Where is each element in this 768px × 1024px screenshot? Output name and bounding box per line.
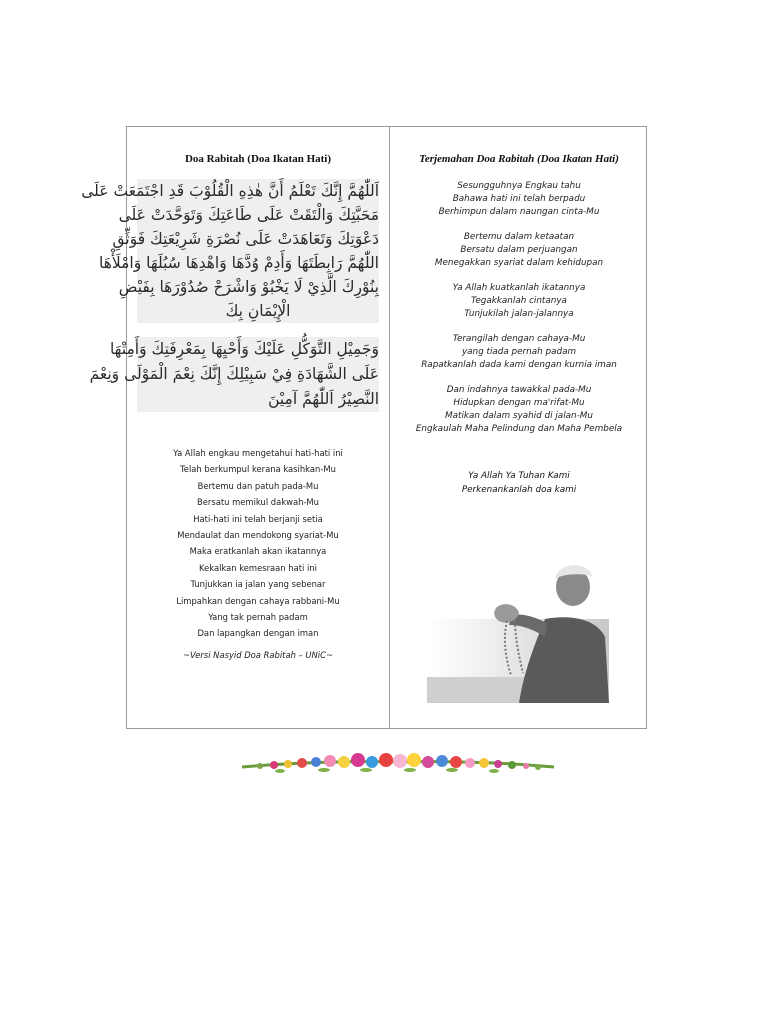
nasyid-line: Bertemu dan patuh pada-Mu [197,480,319,491]
nasyid-line: Hati-hati ini telah berjanji setia [193,513,323,524]
translation-stanza [390,282,648,321]
nasyid-line: Kekalkan kemesraan hati ini [199,562,317,573]
nasyid-line: Bersatu memikul dakwah-Mu [197,497,319,508]
translation-line: Berhimpun dalam naungan cinta-Mu [438,207,600,217]
translation-line: Menegakkan syariat dalam kehidupan [434,258,604,268]
nasyid-line: Limpahkan dengan cahaya rabbani-Mu [176,595,340,606]
translation-line: Bahawa hati ini telah berpadu [452,194,586,204]
arabic-line: وَجَمِيْلِ التَّوَكُّلِ عَلَيْكَ وَأَحْيِهَا بِمَعْرِفَتِكَ وَأَمِتْهَا [109,340,379,358]
translation-stanza [390,333,648,372]
translation-line: yang tiada pernah padam [461,347,577,357]
arabic-line: دَعْوَتِكَ وَتَعَاهَدَتْ عَلَى نُصْرَةِ شَرِيْعَتِكَ فَوَثِّقِ [112,230,379,248]
translation-stanza [390,231,648,270]
translation-line: Sesungguhnya Engkau tahu [457,181,581,191]
translation-line: Engkaulah Maha Pelindung dan Maha Pembela [415,424,623,434]
closing-prayer [390,469,648,497]
left-title: Doa Rabitah (Doa Ikatan Hati) [184,153,332,165]
nasyid-line: Tunjukkan ia jalan yang sebenar [190,579,326,590]
translation-line: Ya Allah kuatkanlah ikatannya [452,283,586,293]
arabic-line: اَللّٰهُمَّ إِنَّكَ تَعْلَمُ أَنَّ هٰذِهِ الْقُلُوْبَ قَدِ اجْتَمَعَتْ عَلَى [81,182,379,200]
nasyid-line: Ya Allah engkau mengetahui hati-hati ini [173,448,343,458]
arabic-line: الْإِيْمَانِ بِكَ [225,302,291,320]
right-title: Terjemahan Doa Rabitah (Doa Ikatan Hati) [419,153,619,165]
right-column [390,127,648,728]
doa-card [81,126,647,729]
translation-line: Hidupkan dengan ma'rifat-Mu [453,398,585,408]
nasyid-line: Telah berkumpul kerana kasihkan-Mu [180,464,336,475]
arabic-text-block-1 [81,179,379,323]
floral-decoration [240,750,556,780]
translation-line: Bersatu dalam perjuangan [460,245,578,255]
closing-line: Perkenankanlah doa kami [461,485,577,495]
translation-stanza [390,384,648,436]
closing-line: Ya Allah Ya Tuhan Kami [468,471,570,481]
arabic-line: النَّصِيْرُ اَللّٰهُمَّ آمِيْنَ [268,390,379,408]
translation-line: Tunjukilah jalan-jalannya [464,309,574,319]
arabic-line: اللّٰهُمَّ رَابِطَتَهَا وَأَدِمْ وُدَّهَا وَاهْدِهَا سُبُلَهَا وَامْلَأْهَا [98,254,379,272]
nasyid-line: Maka eratkanlah akan ikatannya [189,546,327,557]
praying-man-photo [427,557,609,703]
arabic-line: عَلَى الشَّهَادَةِ فِيْ سَبِيْلِكَ إِنَّكَ نِعْمَ الْمَوْلَى وَنِعْمَ [89,365,379,383]
translation-line: Bertemu dalam ketaatan [463,232,575,242]
nasyid-lyrics [127,445,389,663]
translation-text [390,180,648,448]
nasyid-caption: ~Versi Nasyid Doa Rabitah – UNiC~ [182,649,333,660]
translation-stanza [390,180,648,219]
translation-line: Rapatkanlah dada kami dengan kurnia iman [421,360,617,370]
arabic-line: بِنُوْرِكَ الَّذِيْ لَا يَخْبُوْ وَاشْرَحْ صُدُوْرَهَا بِفَيْضِ [118,278,379,296]
left-column [81,127,389,728]
arabic-text-block-2 [89,337,379,412]
translation-line: Matikan dalam syahid di jalan-Mu [445,411,593,421]
arabic-line: مَحَبَّتِكَ وَالْتَقَتْ عَلَى طَاعَتِكَ وَتَوَحَّدَتْ عَلَى [118,206,379,224]
translation-line: Tegakkanlah cintanya [471,296,567,306]
nasyid-line: Dan lapangkan dengan iman [197,628,319,639]
translation-line: Terangilah dengan cahaya-Mu [452,334,586,344]
nasyid-line: Mendaulat dan mendokong syariat-Mu [177,530,339,541]
translation-line: Dan indahnya tawakkal pada-Mu [446,385,592,395]
nasyid-line: Yang tak pernah padam [208,612,308,623]
